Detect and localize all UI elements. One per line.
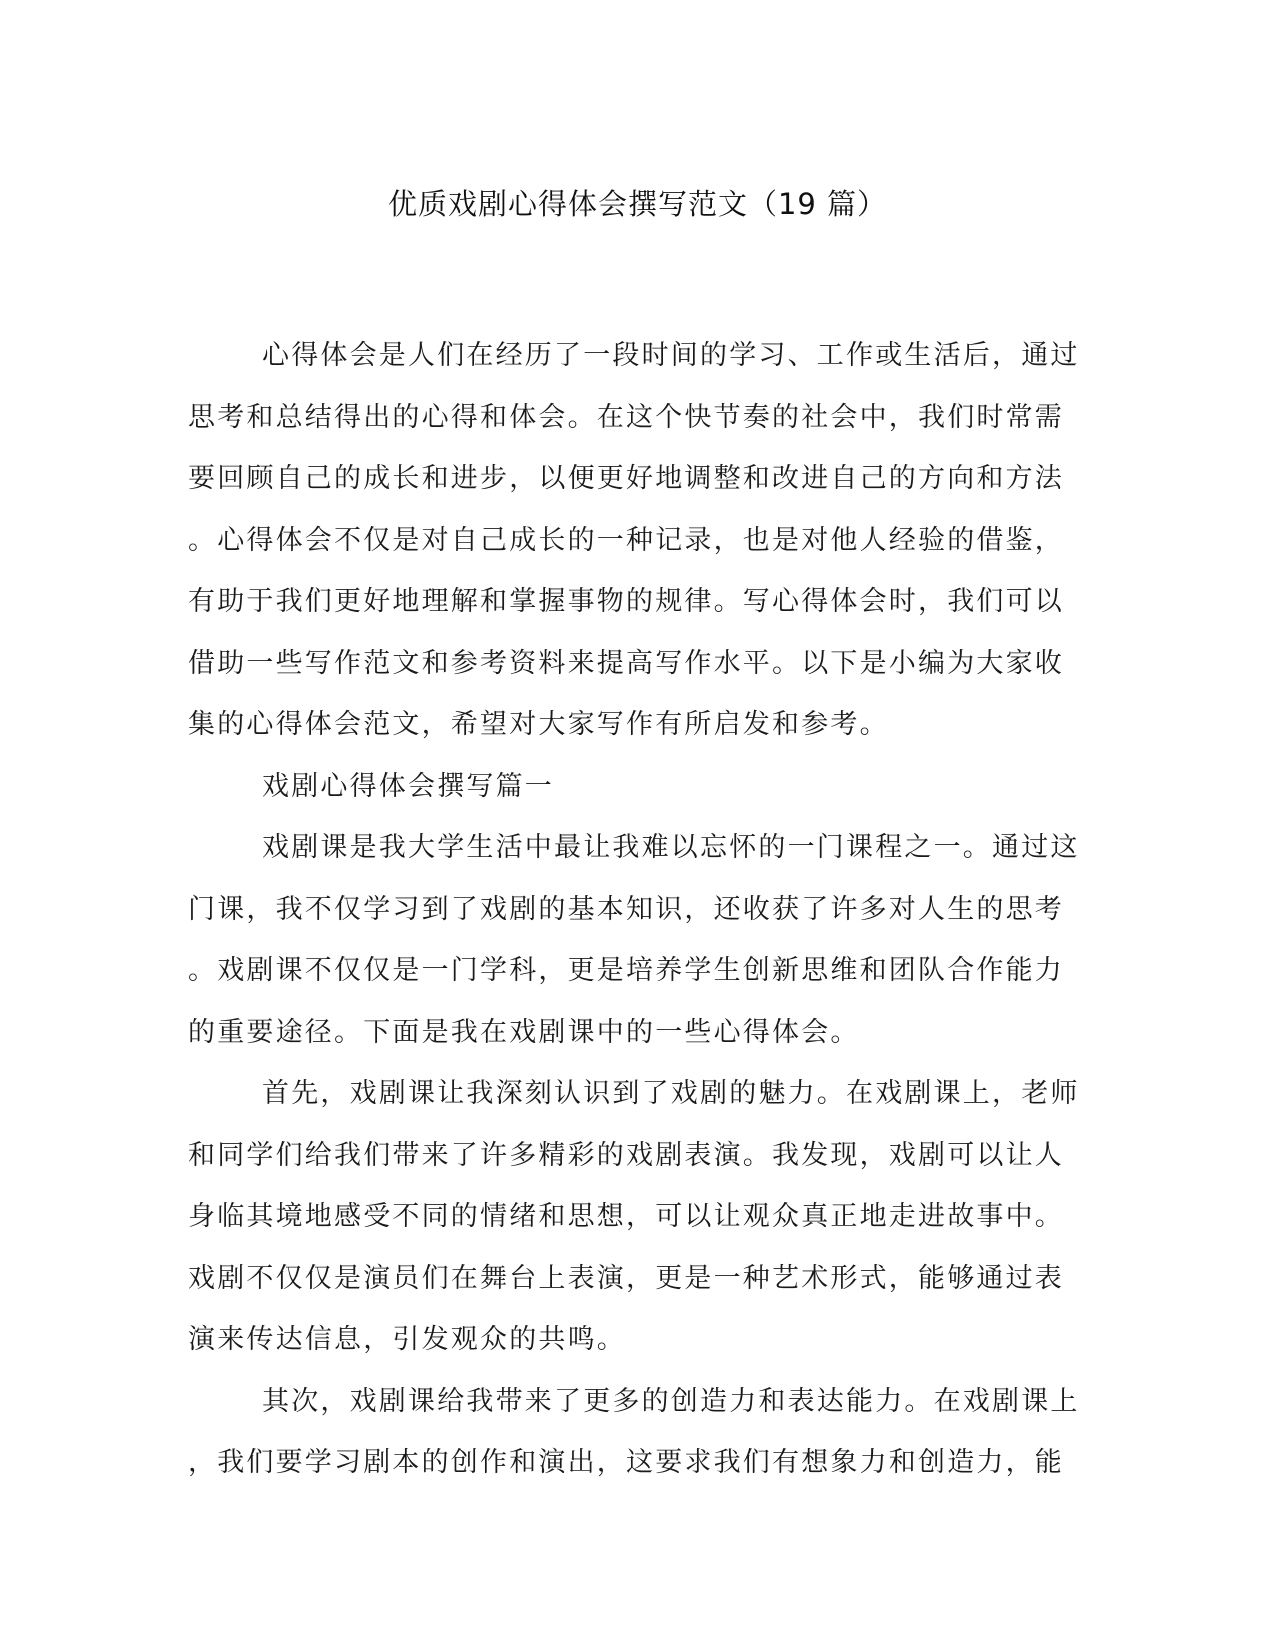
text-line: 戏剧不仅仅是演员们在舞台上表演，更是一种艺术形式，能够通过表: [188, 1262, 1064, 1294]
text-line: 的重要途径。下面是我在戏剧课中的一些心得体会。: [188, 1016, 860, 1048]
text-line: 心得体会是人们在经历了一段时间的学习、工作或生活后，通过: [262, 340, 1080, 371]
text-line: ，我们要学习剧本的创作和演出，这要求我们有想象力和创造力，能: [188, 1447, 1064, 1478]
text-line: 其次，戏剧课给我带来了更多的创造力和表达能力。在戏剧课上: [262, 1385, 1080, 1417]
text-line: 集的心得体会范文，希望对大家写作有所启发和参考。: [188, 709, 889, 740]
text-line: 和同学们给我们带来了许多精彩的戏剧表演。我发现，戏剧可以让人: [188, 1139, 1064, 1171]
text-line: 戏剧课是我大学生活中最让我难以忘怀的一门课程之一。通过这: [262, 832, 1080, 863]
text-line: 首先，戏剧课让我深刻认识到了戏剧的魅力。在戏剧课上，老师: [262, 1078, 1080, 1109]
text-line: 借助一些写作范文和参考资料来提高写作水平。以下是小编为大家收: [188, 647, 1064, 679]
text-line: 身临其境地感受不同的情绪和思想，可以让观众真正地走进故事中。: [188, 1201, 1064, 1232]
text-line: 思考和总结得出的心得和体会。在这个快节奏的社会中，我们时常需: [188, 401, 1064, 433]
text-line: 。心得体会不仅是对自己成长的一种记录，也是对他人经验的借鉴，: [188, 524, 1064, 556]
text-line: 有助于我们更好地理解和掌握事物的规律。写心得体会时，我们可以: [188, 586, 1064, 617]
text-line: 要回顾自己的成长和进步，以便更好地调整和改进自己的方向和方法: [188, 463, 1064, 494]
text-line: 门课，我不仅学习到了戏剧的基本知识，还收获了许多对人生的思考: [188, 893, 1064, 925]
text-line: 演来传达信息，引发观众的共鸣。: [188, 1324, 626, 1355]
text-line: 戏剧心得体会撰写篇一: [262, 770, 554, 802]
text-line: 。戏剧课不仅仅是一门学科，更是培养学生创新思维和团队合作能力: [188, 955, 1064, 986]
document-body: [188, 325, 1088, 1494]
document-title: 优质戏剧心得体会撰写范文（19 篇）: [387, 187, 888, 221]
